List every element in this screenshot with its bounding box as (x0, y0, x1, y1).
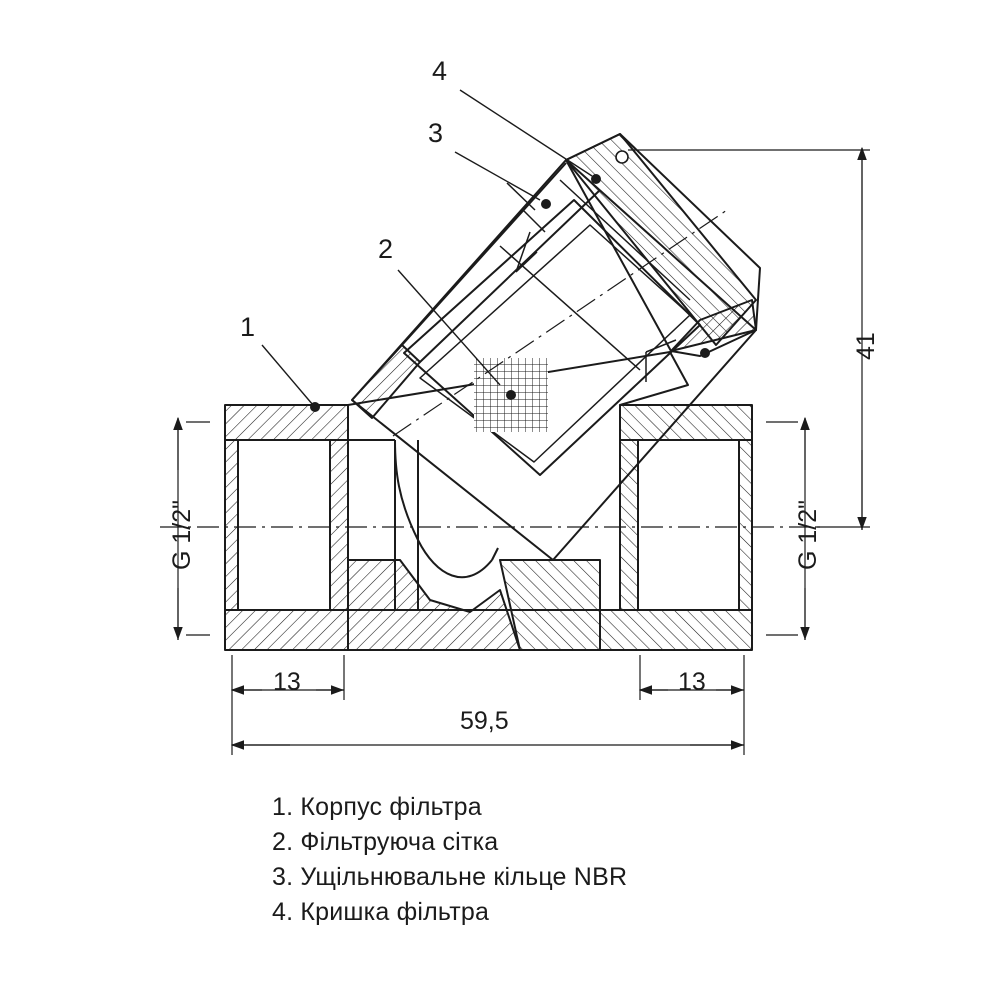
legend (272, 790, 912, 930)
dimension-left-length: 13 (273, 668, 301, 696)
dimension-right-length: 13 (678, 668, 706, 696)
filter-cap-assembly (352, 134, 760, 560)
legend-item: 4. Кришка фільтра (272, 898, 490, 926)
callout-1: 1 (240, 312, 256, 342)
callout-2: 2 (378, 234, 394, 264)
dimension-lines (178, 148, 870, 755)
callout-4: 4 (432, 56, 448, 86)
dimension-right-thread: G 1/2" (794, 499, 822, 570)
legend-item: 2. Фільтруюча сітка (272, 828, 499, 856)
dimension-total-length: 59,5 (460, 707, 509, 735)
legend-item: 1. Корпус фільтра (272, 793, 482, 821)
legend-item: 3. Ущільнювальне кільце NBR (272, 863, 628, 891)
callout-3: 3 (428, 118, 444, 148)
dimension-height: 41 (852, 332, 880, 360)
dimension-left-thread: G 1/2" (168, 499, 196, 570)
strainer-body (160, 90, 870, 755)
